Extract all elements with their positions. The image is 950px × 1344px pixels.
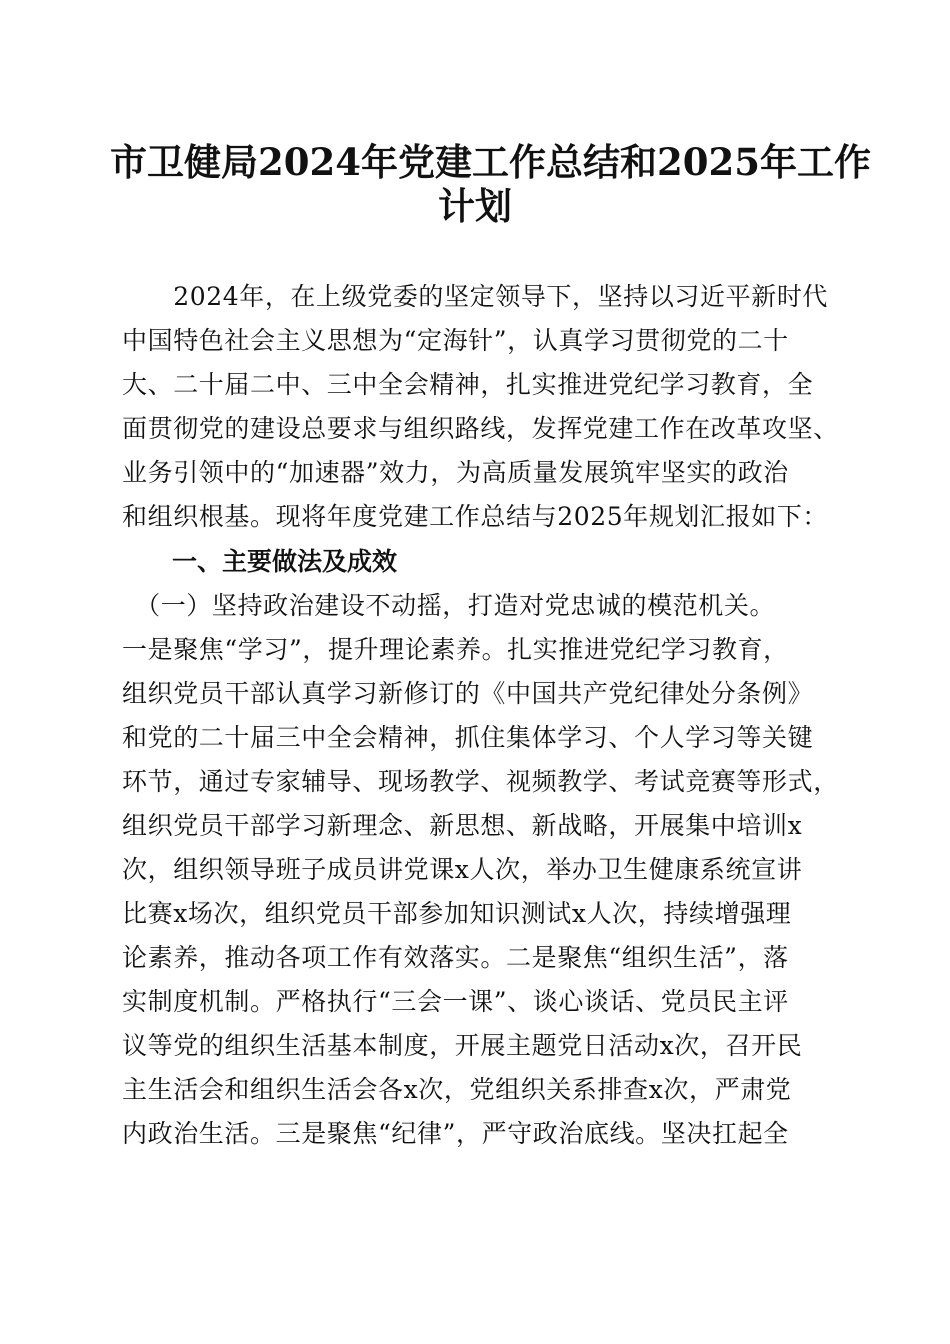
section-line: 和党的二十届三中全会精神，抓住集体学习、个人学习等关键	[122, 723, 814, 752]
document-title-line-2: 计划	[438, 184, 512, 228]
intro-line: 大、二十届二中、三中全会精神，扎实推进党纪学习教育，全	[122, 370, 814, 399]
section-line: 组织党员干部学习新理念、新思想、新战略，开展集中培训x	[122, 811, 803, 840]
intro-line: 业务引领中的“加速器”效力，为高质量发展筑牢坚实的政治	[122, 458, 789, 487]
intro-line: 面贯彻党的建设总要求与组织路线，发挥党建工作在改革攻坚、	[122, 414, 839, 443]
intro-line: 中国特色社会主义思想为“定海针”，认真学习贯彻党的二十	[122, 326, 789, 355]
section-line: 实制度机制。严格执行“三会一课”、谈心谈话、党员民主评	[122, 987, 789, 1016]
section-line: （一）坚持政治建设不动摇，打造对党忠诚的模范机关。	[122, 591, 776, 620]
section-line: 论素养，推动各项工作有效落实。二是聚焦“组织生活”，落	[122, 943, 789, 972]
intro-line: 和组织根基。现将年度党建工作总结与2025年规划汇报如下：	[122, 502, 829, 531]
section-line: 组织党员干部认真学习新修订的《中国共产党纪律处分条例》	[122, 679, 814, 708]
section-line: 次，组织领导班子成员讲党课x人次，举办卫生健康系统宣讲	[122, 855, 803, 884]
section-line: 主生活会和组织生活会各x次，党组织关系排查x次，严肃党	[122, 1075, 792, 1104]
section-line: 内政治生活。三是聚焦“纪律”，严守政治底线。坚决扛起全	[122, 1119, 789, 1148]
document-title-line-1: 市卫健局2024年党建工作总结和2025年工作	[110, 140, 871, 184]
section-line: 议等党的组织生活基本制度，开展主题党日活动x次，召开民	[122, 1031, 803, 1060]
section-line: 比赛x场次，组织党员干部参加知识测试x人次，持续增强理	[122, 899, 792, 928]
section-line: 环节，通过专家辅导、现场教学、视频教学、考试竞赛等形式，	[122, 767, 839, 796]
section-line: 一是聚焦“学习”，提升理论素养。扎实推进党纪学习教育，	[122, 635, 789, 664]
section-heading: 一、主要做法及成效	[172, 547, 398, 576]
intro-line: 2024年，在上级党委的坚定领导下，坚持以习近平新时代	[122, 282, 829, 311]
